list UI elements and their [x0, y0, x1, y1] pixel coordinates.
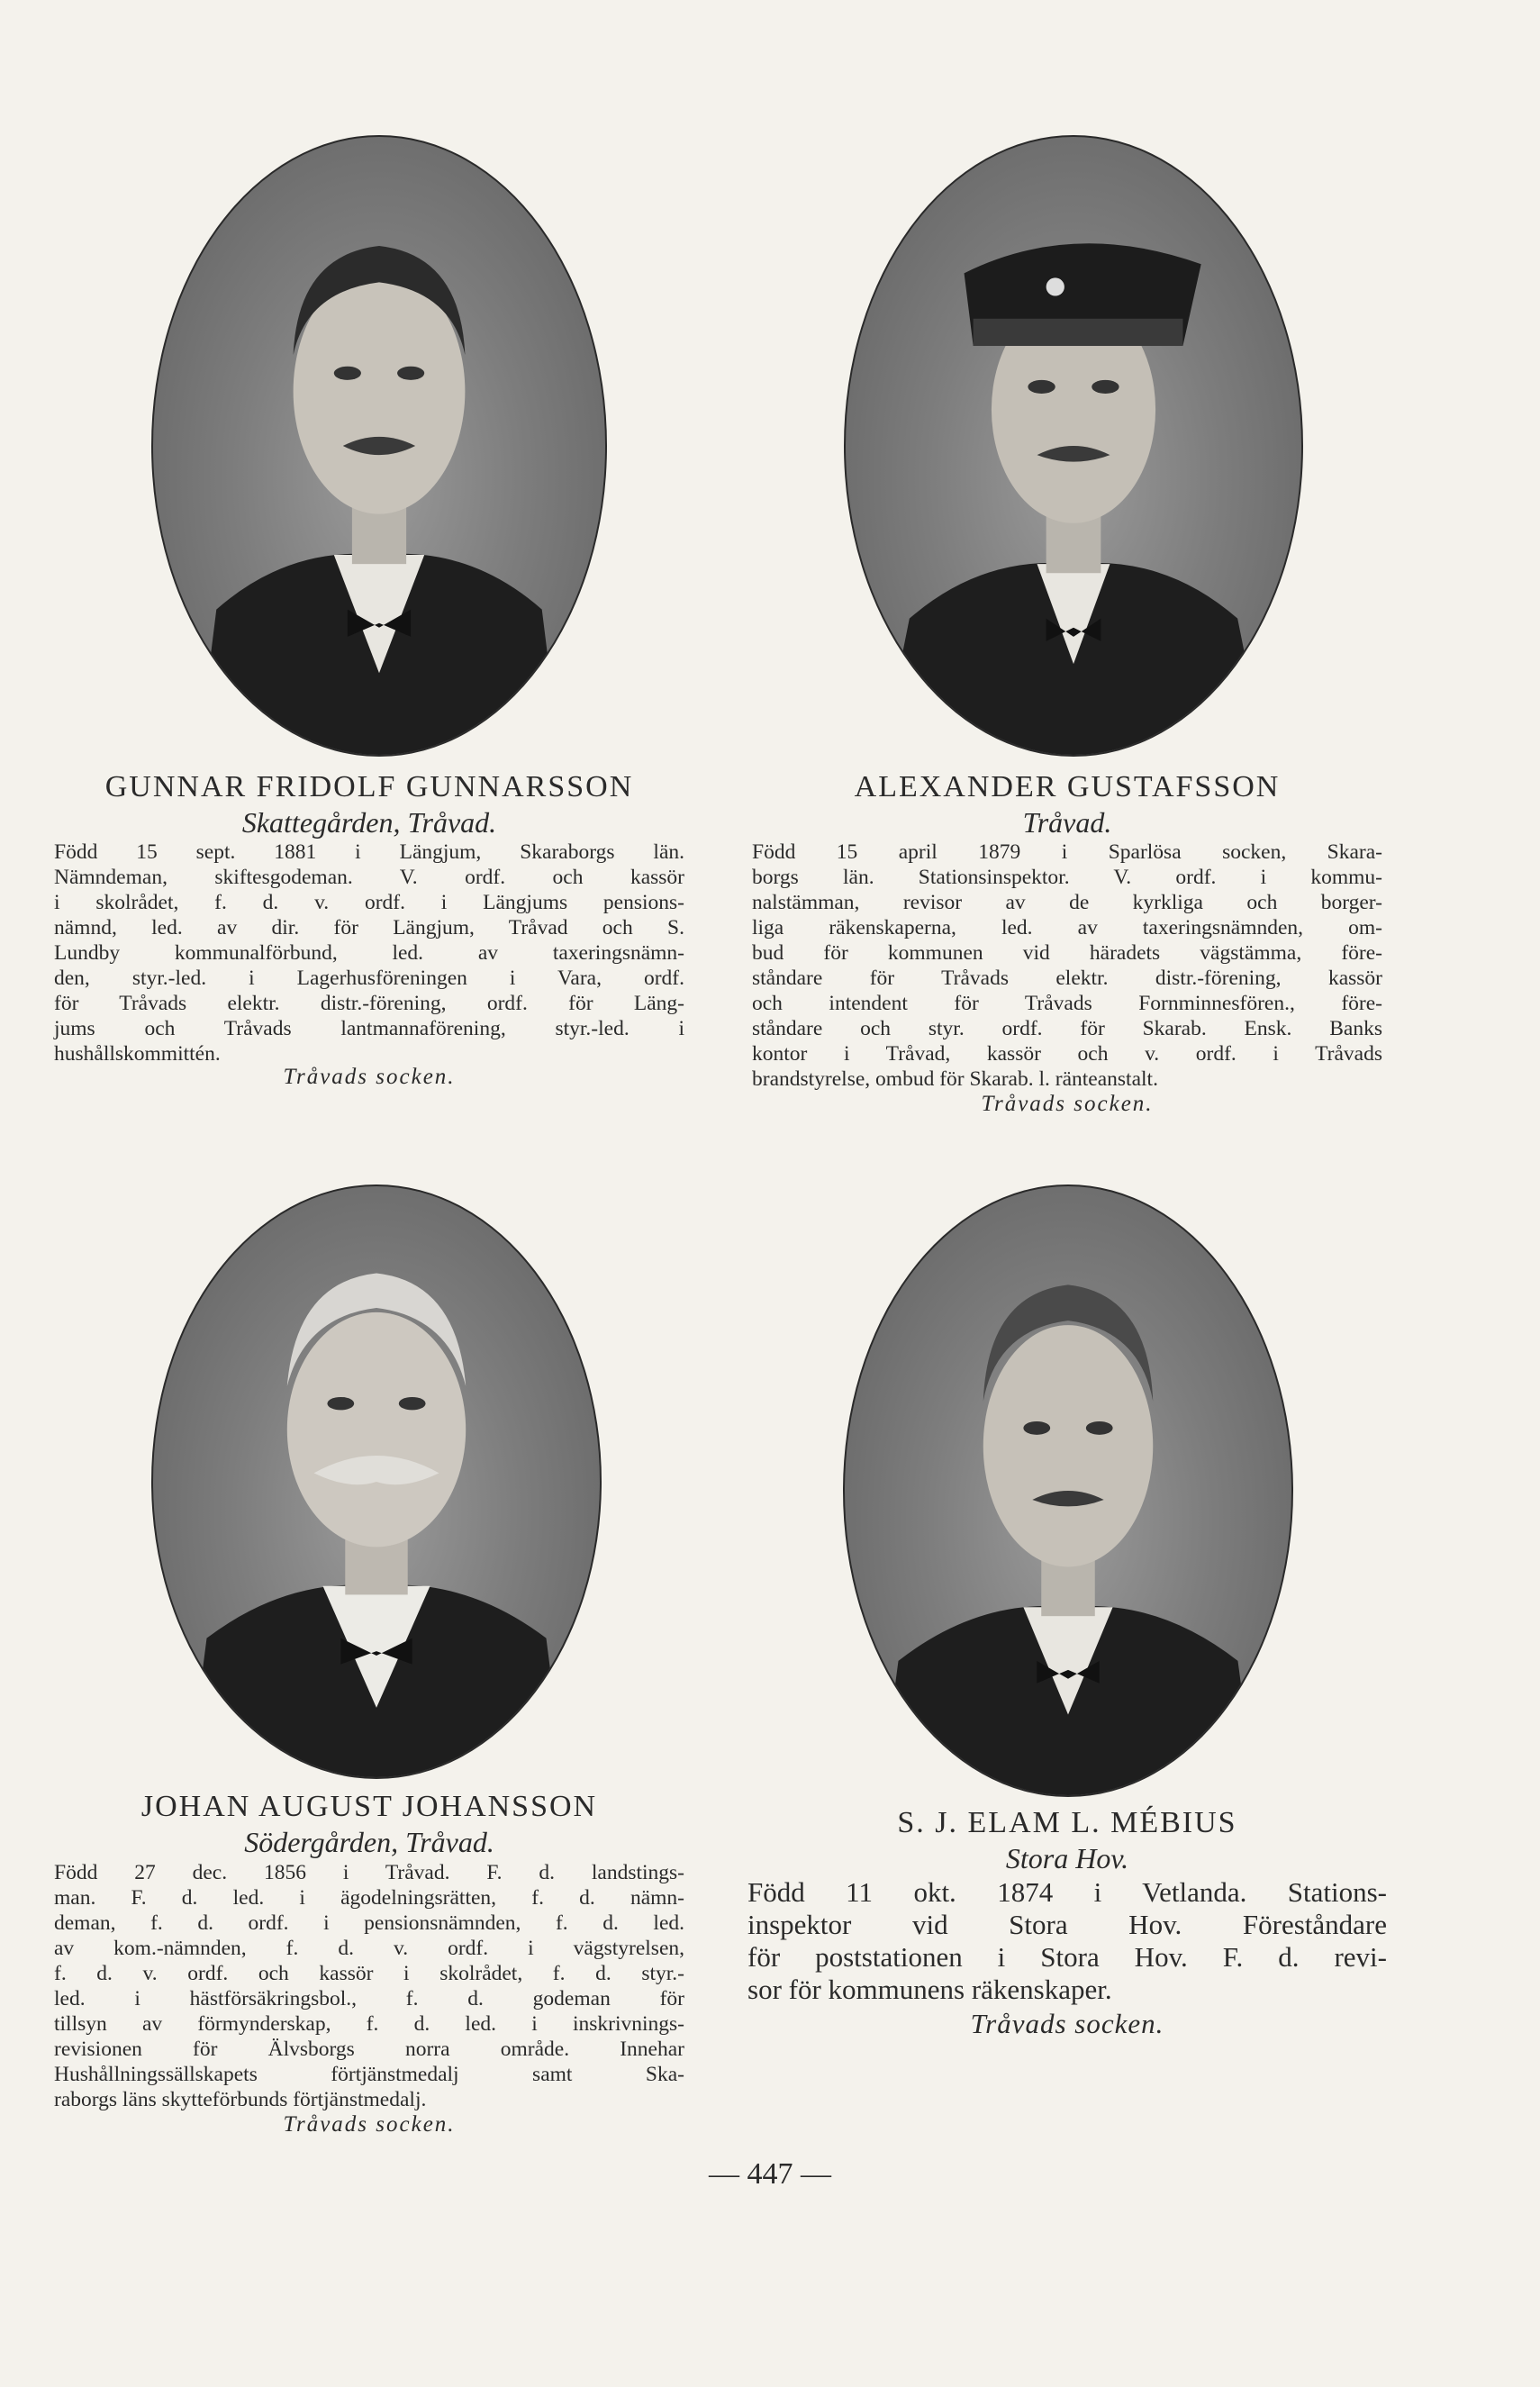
- bio-line: tillsyn av förmynderskap, f. d. led. i inskrivnings-: [54, 2012, 684, 2036]
- portrait-photo: [844, 135, 1303, 757]
- person-place: Södergården, Tråvad.: [244, 1826, 494, 1858]
- bio-line: deman, f. d. ordf. i pensionsnämnden, f. d. led.: [54, 1911, 684, 1935]
- bio-line: för Tråvads elektr. distr.-förening, ordf. för Läng-: [54, 992, 684, 1015]
- person-name: S. J. ELAM L. MÉBIUS: [897, 1806, 1237, 1839]
- entry-gunnarsson: [54, 135, 684, 1089]
- portrait-photo: [151, 1184, 602, 1779]
- bio-line: man. F. d. led. i ägodelningsrätten, f. d. nämn-: [54, 1886, 684, 1910]
- bio-line: brandstyrelse, ombud för Skarab. l. ränteanstalt.: [752, 1067, 1158, 1091]
- person-name: ALEXANDER GUSTAFSSON: [854, 770, 1281, 803]
- parish-signature: Tråvads socken.: [981, 1092, 1154, 1116]
- bio-line: Född 15 sept. 1881 i Längjum, Skaraborgs län.: [54, 840, 684, 864]
- parish-signature: Tråvads socken.: [283, 1065, 456, 1089]
- person-place: Stora Hov.: [1005, 1842, 1129, 1874]
- person-bio: [54, 840, 684, 1066]
- entry-mebius: [747, 1184, 1387, 2049]
- bio-line: f. d. v. ordf. och kassör i skolrådet, f. d. styr.-: [54, 1962, 684, 1985]
- bio-line: ståndare och styr. ordf. för Skarab. Ensk. Banks: [752, 1017, 1382, 1040]
- entry-gustafsson: [752, 135, 1382, 1117]
- person-place: Tråvad.: [1022, 806, 1112, 839]
- person-bio: [54, 1860, 684, 2112]
- portrait-photo: [843, 1184, 1293, 1797]
- bio-line: jums och Tråvads lantmannaförening, styr.-led. i: [54, 1017, 684, 1040]
- bio-line: nämnd, led. av dir. för Längjum, Tråvad och S.: [54, 916, 684, 939]
- person-bio: [752, 840, 1382, 1092]
- bio-line: liga räkenskaperna, led. av taxeringsnämnden, om-: [752, 916, 1382, 939]
- bio-line: Född 15 april 1879 i Sparlösa socken, Skara-: [752, 840, 1382, 864]
- person-bio: [747, 1876, 1387, 2006]
- bio-line: inspektor vid Stora Hov. Föreståndare: [747, 1909, 1387, 1940]
- bio-line: Född 11 okt. 1874 i Vetlanda. Stations-: [747, 1876, 1387, 1908]
- bio-line: sor för kommunens räkenskaper.: [747, 1974, 1112, 2005]
- bio-line: borgs län. Stationsinspektor. V. ordf. i kommu-: [752, 866, 1382, 889]
- bio-line: av kom.-nämnden, f. d. v. ordf. i vägstyrelsen,: [54, 1937, 684, 1960]
- bio-line: Född 27 dec. 1856 i Tråvad. F. d. landstings-: [54, 1861, 684, 1884]
- bio-line: led. i hästförsäkringsbol., f. d. godeman för: [54, 1987, 684, 2010]
- parish-signature: Tråvads socken.: [283, 2112, 456, 2137]
- bio-line: raborgs läns skytteförbunds förtjänstmedalj.: [54, 2088, 427, 2111]
- bio-line: Nämndeman, skiftesgodeman. V. ordf. och kassör: [54, 866, 684, 889]
- person-place: Skattegården, Tråvad.: [241, 806, 497, 839]
- bio-line: hushållskommittén.: [54, 1042, 221, 1066]
- bio-line: för poststationen i Stora Hov. F. d. revi-: [747, 1941, 1387, 1973]
- bio-line: i skolrådet, f. d. v. ordf. i Längjums pensions-: [54, 891, 684, 914]
- bio-line: revisionen för Älvsborgs norra område. Innehar: [54, 2038, 684, 2061]
- bio-line: den, styr.-led. i Lagerhusföreningen i Vara, ordf.: [54, 967, 684, 990]
- page-number: — 447 —: [709, 2157, 831, 2191]
- bio-line: Hushållningssällskapets förtjänstmedalj samt Ska-: [54, 2063, 684, 2086]
- person-name: JOHAN AUGUST JOHANSSON: [140, 1790, 598, 1823]
- bio-line: nalstämman, revisor av de kyrkliga och borger-: [752, 891, 1382, 914]
- bio-line: Lundby kommunalförbund, led. av taxeringsnämn-: [54, 941, 684, 965]
- bio-line: och intendent för Tråvads Fornminnesfören., före-: [752, 992, 1382, 1015]
- bio-line: bud för kommunen vid häradets vägstämma, före-: [752, 941, 1382, 965]
- portrait-photo: [151, 135, 607, 757]
- bio-line: kontor i Tråvad, kassör och v. ordf. i Tråvads: [752, 1042, 1382, 1066]
- person-name: GUNNAR FRIDOLF GUNNARSSON: [104, 770, 634, 803]
- entry-johansson: [54, 1184, 684, 2144]
- bio-line: ståndare för Tråvads elektr. distr.-förening, kassör: [752, 967, 1382, 990]
- parish-signature: Tråvads socken.: [970, 2008, 1164, 2039]
